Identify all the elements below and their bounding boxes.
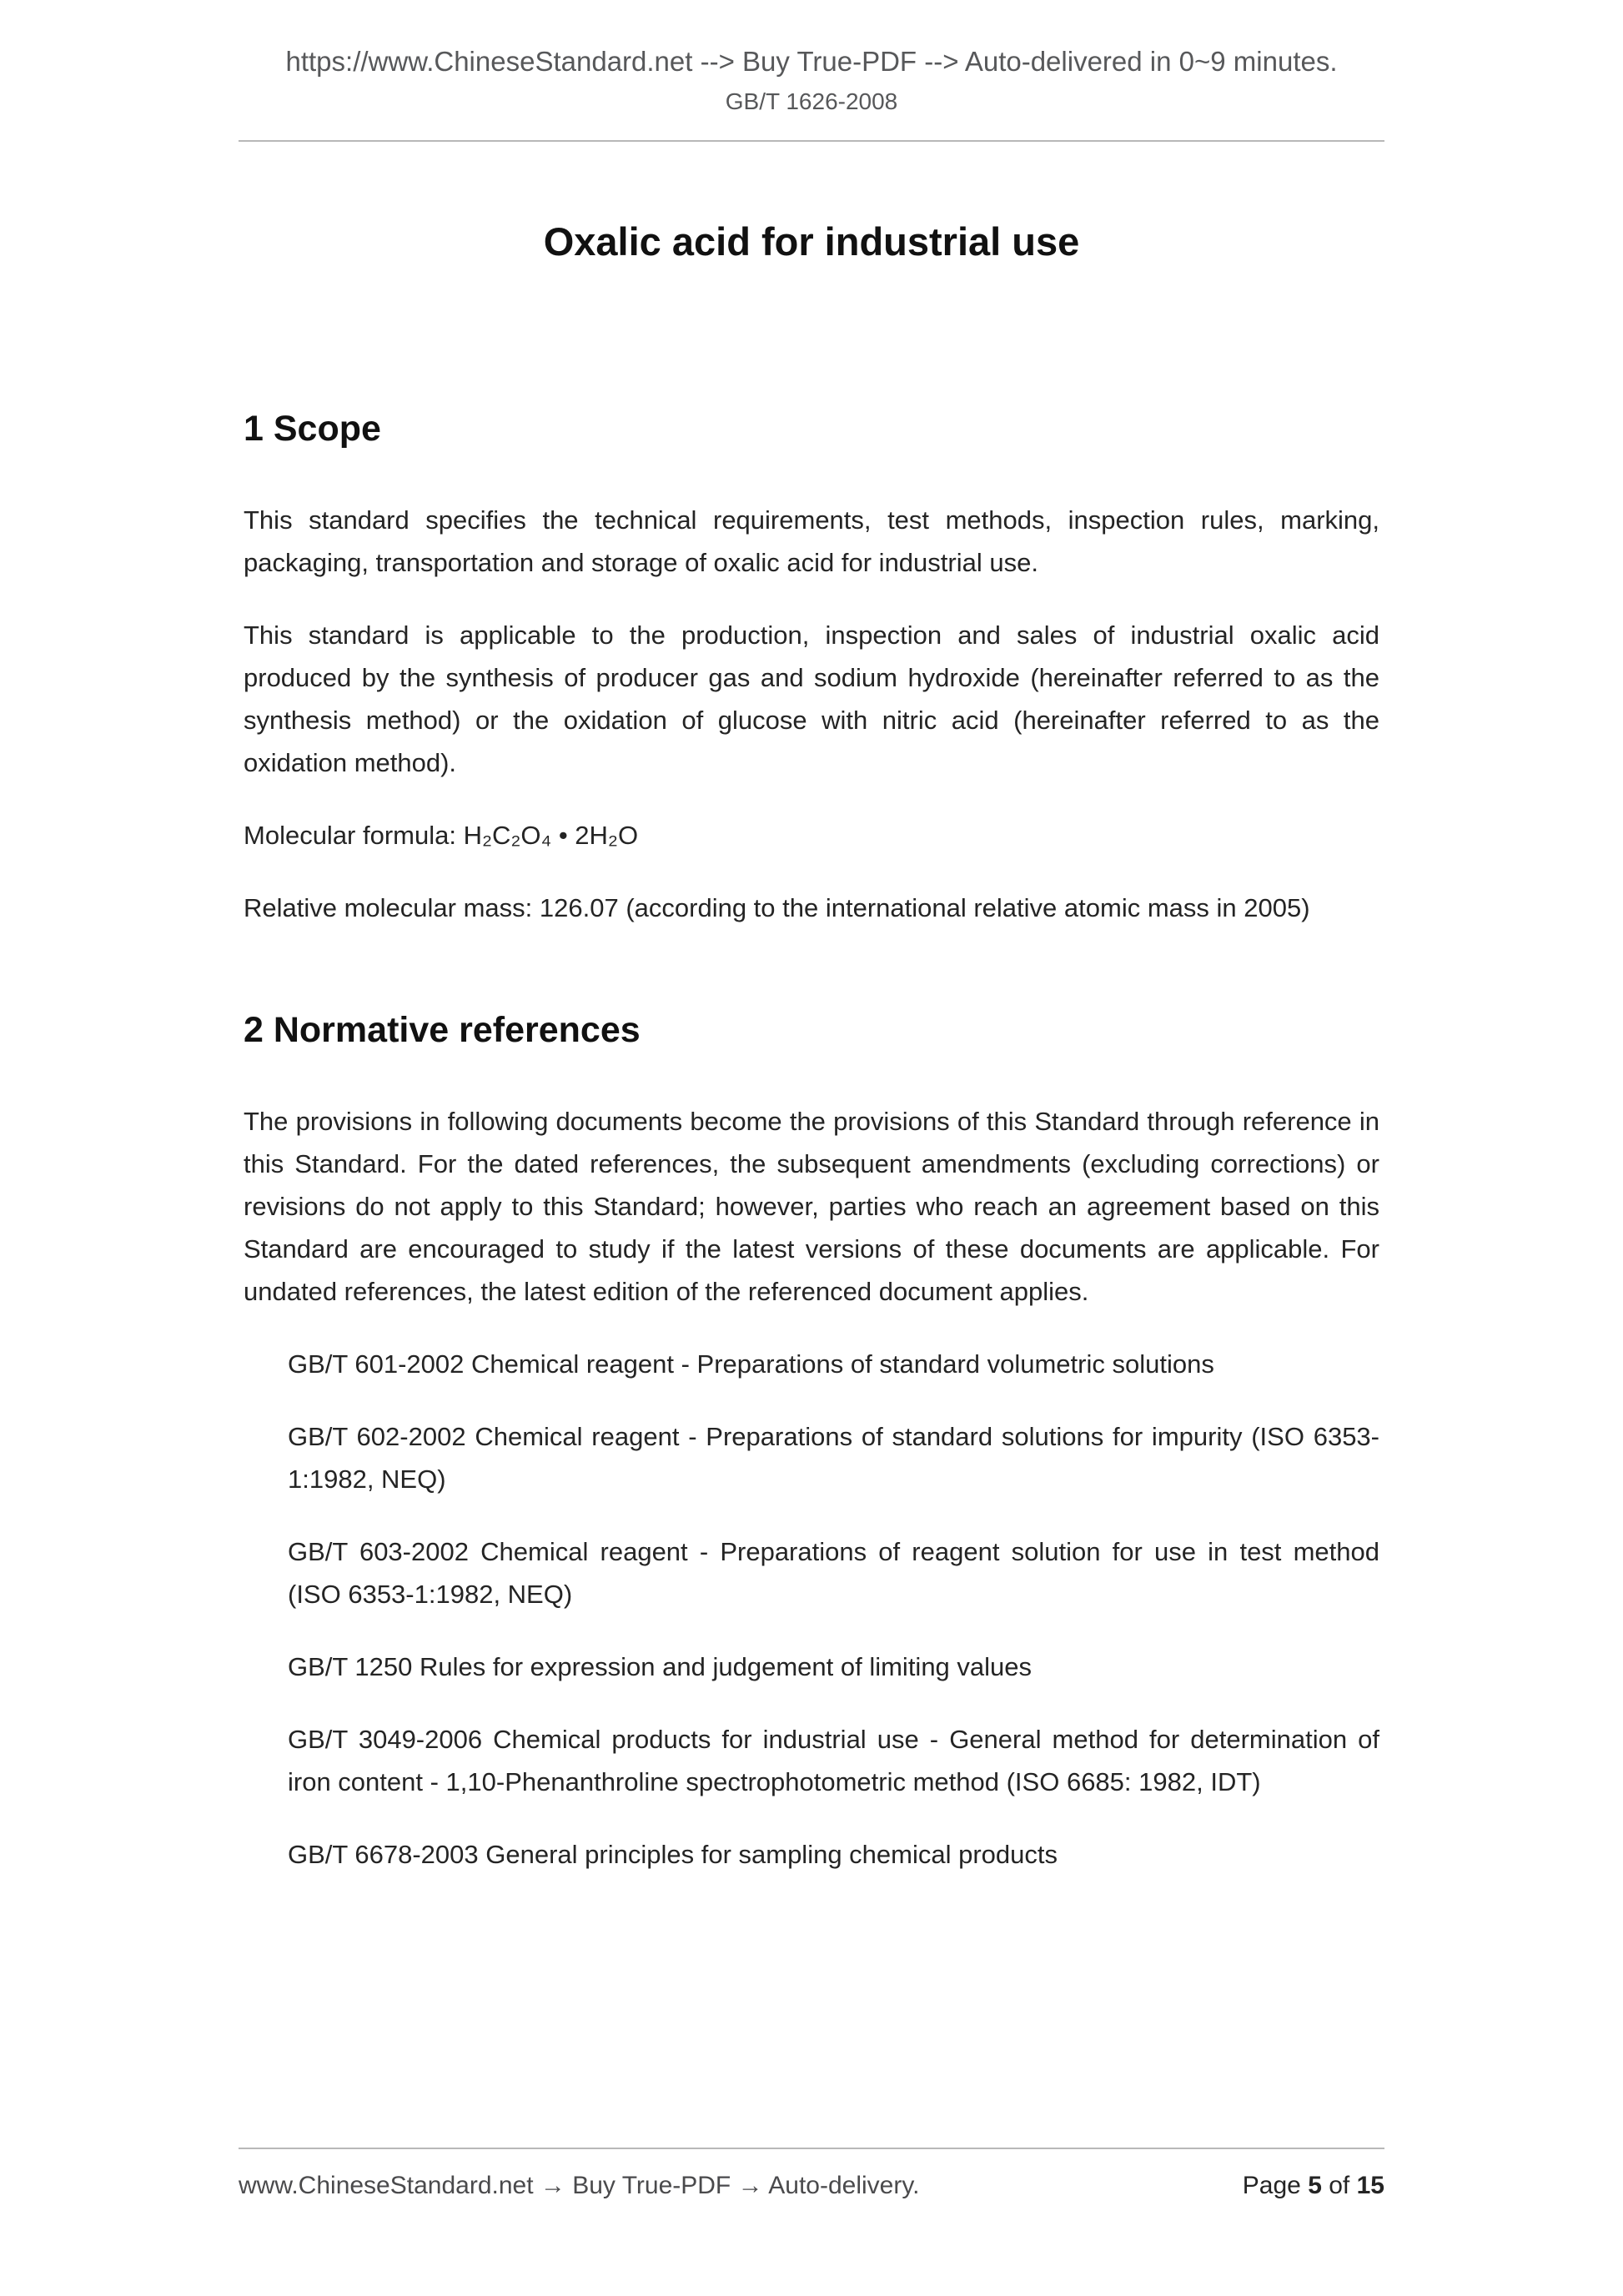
molecular-mass-line: Relative molecular mass: 126.07 (according to the international relative atomic mass in 2005) [244, 893, 1310, 922]
footer-divider [239, 2148, 1384, 2149]
molecular-formula-line: Molecular formula: H₂C₂O₄ • 2H₂O [244, 821, 639, 850]
header-divider [239, 140, 1384, 142]
page-number: 5 [1308, 2172, 1322, 2199]
page-header [0, 0, 1623, 142]
standard-number: GB/T 1626-2008 [725, 88, 898, 114]
of-word: of [1329, 2172, 1350, 2199]
reference-item: GB/T 6678-2003 General principles for sampling chemical products [288, 1840, 1058, 1869]
reference-item: GB/T 1250 Rules for expression and judgement of limiting values [288, 1652, 1033, 1681]
total-pages: 15 [1356, 2172, 1384, 2199]
document-body [244, 407, 1379, 1876]
reference-item: GB/T 3049-2006 Chemical products for industrial use - General method for determination of iron content - 1,10-Phenanthroline spectrophotometric method (ISO 6685: 1982, IDT) [288, 1725, 1379, 1796]
reference-item: GB/T 601-2002 Chemical reagent - Preparations of standard volumetric solutions [288, 1349, 1214, 1379]
section-heading-normative-references: 2 Normative references [244, 1010, 641, 1050]
paragraph: The provisions in following documents become the provisions of this Standard through reference in this Standard. For the dated references, the subsequent amendments (excluding corrections) or revisions do not apply to this Standard; however, parties who reach an agreement based on this Standard are encouraged to study if the latest versions of these documents are applicable. For undated references, the latest edition of the referenced document applies. [244, 1107, 1379, 1306]
page-word: Page [1242, 2172, 1301, 2199]
reference-item: GB/T 603-2002 Chemical reagent - Preparations of reagent solution for use in test method (ISO 6353-1:1982, NEQ) [288, 1537, 1379, 1609]
document-title: Oxalic acid for industrial use [543, 219, 1080, 264]
paragraph: This standard specifies the technical requirements, test methods, inspection rules, marking, packaging, transportation and storage of oxalic acid for industrial use. [244, 505, 1379, 577]
page-indicator [1243, 2169, 1384, 2203]
page-footer [239, 2148, 1384, 2203]
section-heading-scope: 1 Scope [244, 409, 381, 449]
reference-item: GB/T 602-2002 Chemical reagent - Preparations of standard solutions for impurity (ISO 6353-1:1982, NEQ) [288, 1422, 1379, 1494]
header-url-line[interactable]: https://www.ChineseStandard.net --> Buy True-PDF --> Auto-delivered in 0~9 minutes. [285, 46, 1338, 77]
paragraph: This standard is applicable to the production, inspection and sales of industrial oxalic acid produced by the synthesis of producer gas and sodium hydroxide (hereinafter referred to as the synthesis method) or the oxidation of glucose with nitric acid (hereinafter referred to as the oxidation method). [244, 620, 1379, 777]
footer-site-link[interactable]: www.ChineseStandard.net → Buy True-PDF → Auto-delivery. [239, 2172, 920, 2199]
